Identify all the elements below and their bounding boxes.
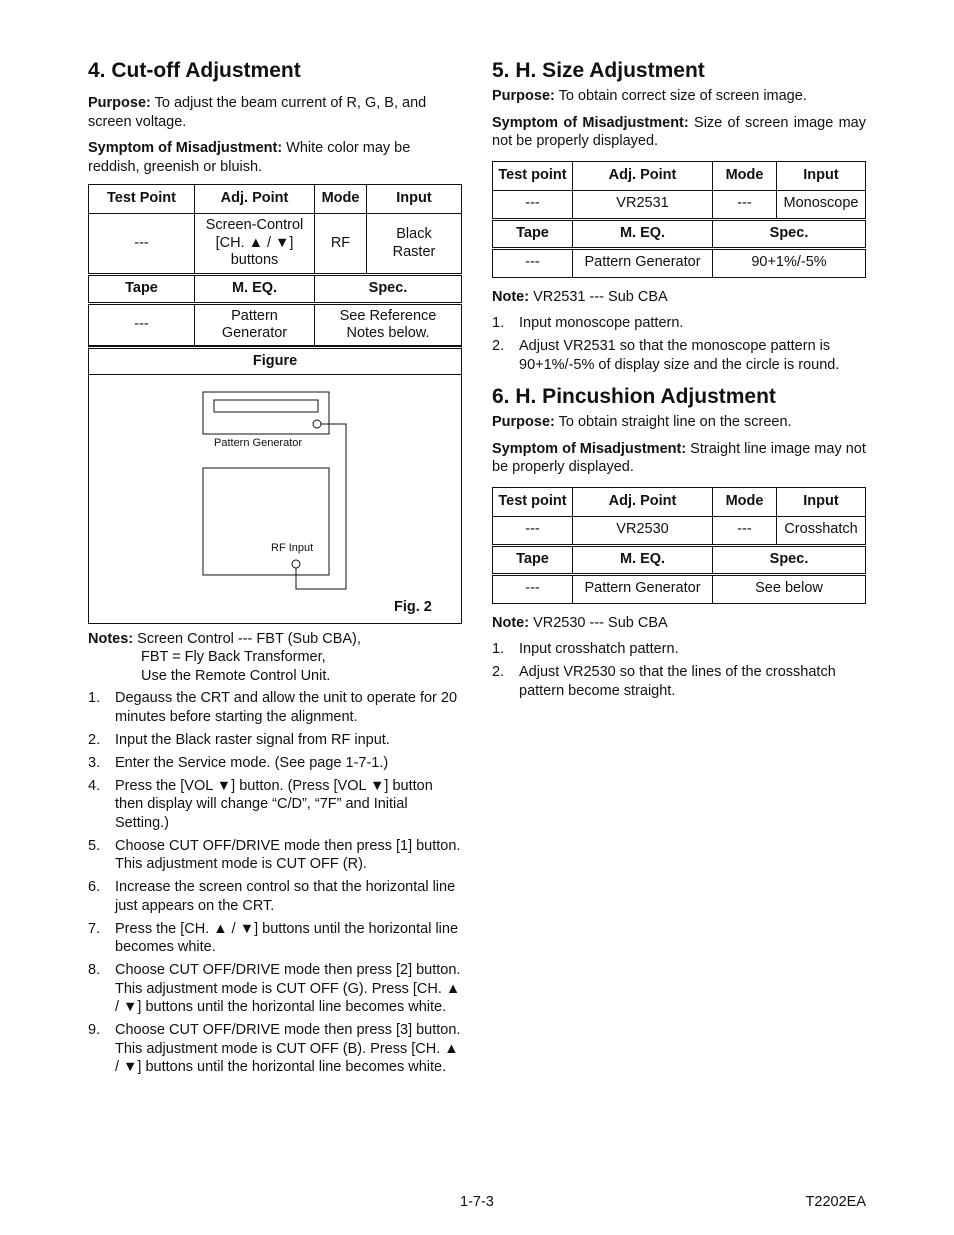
list-item: 4. Press the [VOL ▼] button. (Press [VOL ▼] button then display will change “C/D”, “7F” and Initial Setting.) xyxy=(88,777,433,831)
rf-input-jack xyxy=(292,560,300,568)
purpose: Purpose: To obtain straight line on the screen. xyxy=(492,414,792,430)
table-header: Adj. Point xyxy=(195,185,315,214)
connection-diagram xyxy=(89,375,461,623)
table-header: Mode xyxy=(713,161,777,190)
table-header: Input xyxy=(777,487,866,516)
table-header: Tape xyxy=(493,219,573,248)
table-header: Adj. Point xyxy=(573,161,713,190)
table-cell: Black Raster xyxy=(367,214,462,275)
table-header: Adj. Point xyxy=(573,487,713,516)
list-item: 5. Choose CUT OFF/DRIVE mode then press [1] button. This adjustment mode is CUT OFF (R). xyxy=(88,837,461,872)
hsize-section xyxy=(492,58,866,374)
table-cell: --- xyxy=(713,516,777,545)
pattern-generator-label: Pattern Generator xyxy=(214,436,303,449)
table-cell: See below xyxy=(713,574,866,603)
cable-line xyxy=(296,424,346,589)
table-cell: 90+1%/-5% xyxy=(713,248,866,277)
list-item: 1. Degauss the CRT and allow the unit to operate for 20 minutes before starting the alignment. xyxy=(88,690,458,725)
right-column xyxy=(492,58,866,705)
cutoff-section xyxy=(88,58,462,1081)
hsize-spec-table xyxy=(492,161,866,278)
list-item: 8. Choose CUT OFF/DRIVE mode then press [2] button. This adjustment mode is CUT OFF (G). Press [CH. ▲ / ▼] buttons until the horizontal line becomes white. xyxy=(88,962,461,1015)
note: Note: VR2531 --- Sub CBA xyxy=(492,288,668,305)
table-header: Spec. xyxy=(315,275,462,304)
pattern-generator-display xyxy=(214,400,318,412)
table-cell: Screen-Control [CH. ▲ / ▼] buttons xyxy=(195,214,315,275)
pattern-generator-box xyxy=(203,392,329,434)
fig-label: Fig. 2 xyxy=(394,598,432,615)
symptom: Symptom of Misadjustment: White color may be reddish, greenish or bluish. xyxy=(88,140,411,175)
table-cell: --- xyxy=(89,214,195,275)
figure-header: Figure xyxy=(88,346,462,375)
section-title: 6. H. Pincushion Adjustment xyxy=(492,385,776,408)
table-header: Test point xyxy=(493,487,573,516)
table-cell: --- xyxy=(89,304,195,346)
list-item: 1. Input crosshatch pattern. xyxy=(492,641,679,657)
table-header: Tape xyxy=(493,545,573,574)
table-header: Test Point xyxy=(89,185,195,214)
list-item: 3. Enter the Service mode. (See page 1-7-1.) xyxy=(88,754,389,771)
list-item: 2. Adjust VR2531 so that the monoscope pattern is 90+1%/-5% of display size and the circle is round. xyxy=(492,338,840,373)
table-cell: Crosshatch xyxy=(777,516,866,545)
table-header: M. EQ. xyxy=(195,275,315,304)
cutoff-spec-table xyxy=(88,184,462,346)
table-cell: See Reference Notes below. xyxy=(315,304,462,346)
table-cell: --- xyxy=(493,516,573,545)
table-cell: Monoscope xyxy=(777,190,866,219)
notes: Notes: Screen Control --- FBT (Sub CBA), FBT = Fly Back Transformer, Use the Remote Control Unit. xyxy=(88,630,361,684)
page-number: 1-7-3 xyxy=(460,1194,494,1210)
table-header: Spec. xyxy=(713,545,866,574)
table-cell: --- xyxy=(493,190,573,219)
document-code: T2202EA xyxy=(805,1194,866,1210)
section-title: 4. Cut-off Adjustment xyxy=(88,59,301,82)
table-header: Input xyxy=(777,161,866,190)
table-header: Mode xyxy=(315,185,367,214)
table-cell: --- xyxy=(493,248,573,277)
hsize-steps xyxy=(492,314,866,374)
list-item: 1. Input monoscope pattern. xyxy=(492,315,684,331)
rf-input-label: RF Input xyxy=(271,541,314,554)
purpose: Purpose: To obtain correct size of screen image. xyxy=(492,88,807,104)
table-cell: Pattern Generator xyxy=(195,304,315,346)
table-cell: --- xyxy=(493,574,573,603)
output-jack xyxy=(313,420,321,428)
table-header: M. EQ. xyxy=(573,545,713,574)
purpose: Purpose: To adjust the beam current of R, G, B, and screen voltage. xyxy=(88,95,427,130)
table-header: Spec. xyxy=(713,219,866,248)
hpin-section xyxy=(492,384,866,700)
list-item: 7. Press the [CH. ▲ / ▼] buttons until the horizontal line becomes white. xyxy=(88,920,459,955)
list-item: 2. Adjust VR2530 so that the lines of the crosshatch pattern become straight. xyxy=(492,664,836,699)
hpin-steps xyxy=(492,640,866,700)
cutoff-steps xyxy=(88,689,462,1077)
section-title: 5. H. Size Adjustment xyxy=(492,59,705,82)
symptom: Symptom of Misadjustment: Straight line image may not be properly displayed. xyxy=(492,440,866,475)
symptom: Symptom of Misadjustment: Size of screen image may not be properly displayed. xyxy=(492,114,866,149)
figure-diagram xyxy=(88,375,462,624)
list-item: 9. Choose CUT OFF/DRIVE mode then press [3] button. This adjustment mode is CUT OFF (B). Press [CH. ▲ / ▼] buttons until the horizontal line becomes white. xyxy=(88,1022,461,1075)
table-cell: VR2531 xyxy=(573,190,713,219)
table-cell: VR2530 xyxy=(573,516,713,545)
list-item: 6. Increase the screen control so that the horizontal line just appears on the CRT. xyxy=(88,879,456,914)
table-header: Input xyxy=(367,185,462,214)
tv-box xyxy=(203,468,329,575)
table-cell: Pattern Generator xyxy=(573,574,713,603)
table-cell: --- xyxy=(713,190,777,219)
table-cell: Pattern Generator xyxy=(573,248,713,277)
hpin-spec-table xyxy=(492,487,866,604)
note: Note: VR2530 --- Sub CBA xyxy=(492,614,668,631)
table-header: Tape xyxy=(89,275,195,304)
list-item: 2. Input the Black raster signal from RF input. xyxy=(88,731,390,748)
table-header: Test point xyxy=(493,161,573,190)
table-header: Mode xyxy=(713,487,777,516)
table-header: M. EQ. xyxy=(573,219,713,248)
table-cell: RF xyxy=(315,214,367,275)
